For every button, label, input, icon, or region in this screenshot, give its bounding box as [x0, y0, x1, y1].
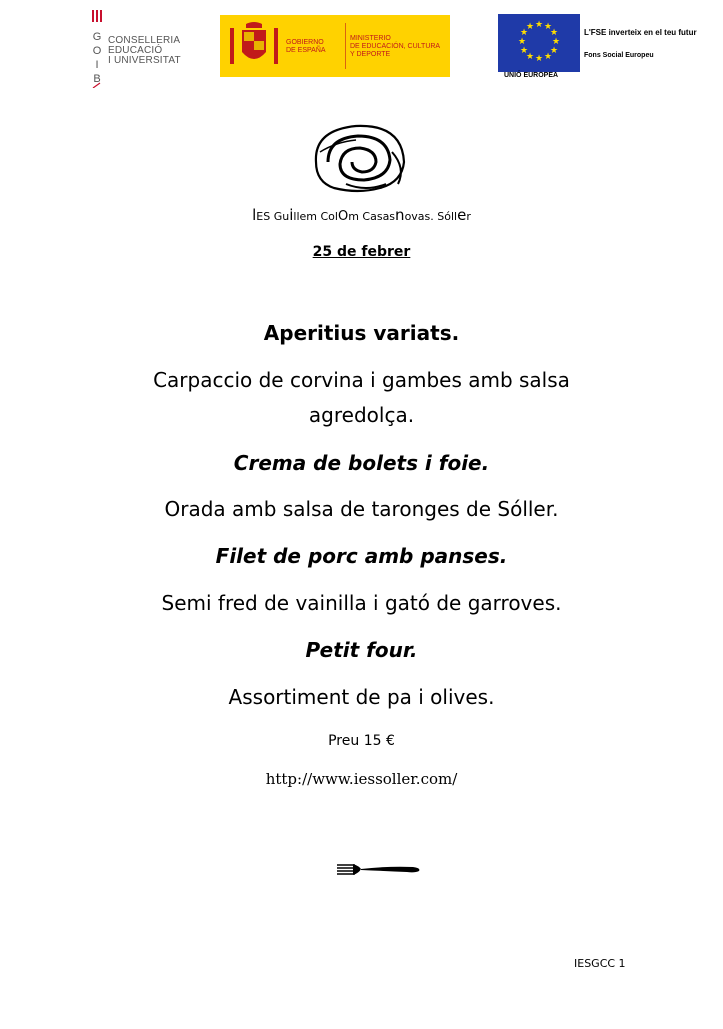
menu-date: 25 de febrer	[312, 244, 411, 260]
school-name-part: l	[252, 206, 257, 224]
fse-name: Fons Social Europeu	[584, 52, 654, 59]
page-footer-code: IESGCC 1	[574, 957, 626, 970]
goib-line: CONSELLERIA	[108, 35, 181, 46]
fork-icon	[337, 860, 421, 880]
svg-text:I: I	[95, 59, 99, 71]
school-name-part: i	[289, 206, 294, 224]
svg-text:★: ★	[525, 22, 535, 32]
svg-text:★: ★	[543, 52, 553, 62]
ministerio-text	[350, 35, 440, 59]
school-name-part: e	[457, 206, 467, 224]
school-website-link[interactable]: http://www.iessoller.com/	[265, 770, 458, 788]
ministerio-line: MINISTERIO	[350, 35, 391, 42]
svg-text:★: ★	[549, 46, 559, 56]
menu-item-crema: Crema de bolets i foie.	[233, 451, 490, 475]
school-name-part: r	[466, 210, 471, 223]
menu-item-aperitius: Aperitius variats.	[263, 321, 460, 345]
svg-text:★: ★	[551, 37, 561, 47]
menu-item-filet: Filet de porc amb panses.	[215, 544, 508, 568]
svg-text:★: ★	[549, 28, 559, 38]
svg-text:★: ★	[543, 22, 553, 32]
svg-text:O: O	[92, 45, 102, 57]
svg-text:★: ★	[525, 52, 535, 62]
svg-text:★: ★	[517, 37, 527, 47]
gobierno-divider	[345, 23, 346, 69]
goib-department-text	[108, 36, 181, 66]
school-name-part: llem Col	[293, 210, 338, 223]
menu-item-petit-four: Petit four.	[305, 638, 418, 662]
gobierno-text	[286, 39, 326, 55]
school-name-part: n	[395, 206, 405, 224]
gobierno-line: GOBIERNO	[286, 39, 324, 46]
menu-item-orada: Orada amb salsa de taronges de Sóller.	[164, 497, 559, 521]
goib-logo-mark	[90, 10, 104, 88]
menu-item-carpaccio-line1: Carpaccio de corvina i gambes amb salsa	[153, 368, 570, 392]
svg-text:G: G	[92, 31, 102, 43]
menu-item-pa-olives: Assortiment de pa i olives.	[228, 685, 495, 709]
gobierno-logo	[220, 15, 450, 77]
school-name-part: ES Gu	[256, 210, 290, 223]
svg-text:★: ★	[534, 20, 544, 30]
coat-of-arms-icon	[228, 20, 280, 72]
fse-slogan: L'FSE inverteix en el teu futur	[584, 28, 697, 37]
ministerio-line: Y DEPORTE	[350, 51, 391, 58]
ministerio-line: DE EDUCACIÓN, CULTURA	[350, 43, 441, 50]
menu-item-carpaccio-line2: agredolça.	[308, 403, 415, 427]
goib-line: I UNIVERSITAT	[108, 55, 181, 66]
eu-flag-icon	[498, 14, 580, 72]
school-shell-logo	[306, 122, 410, 194]
school-name	[0, 206, 723, 224]
gobierno-line: DE ESPAÑA	[286, 47, 326, 54]
school-name-part: ovas. Sóll	[404, 210, 458, 223]
svg-text:★: ★	[534, 54, 544, 64]
menu-item-semifred: Semi fred de vainilla i gató de garroves.	[161, 591, 562, 615]
menu-price: Preu 15 €	[328, 733, 395, 749]
svg-text:★: ★	[519, 28, 529, 38]
eu-caption: UNIÓ EUROPEA	[504, 72, 559, 79]
goib-line: EDUCACIÓ	[108, 45, 163, 56]
svg-text:B: B	[93, 73, 101, 85]
svg-text:★: ★	[519, 46, 529, 56]
school-name-part: O	[337, 209, 349, 224]
school-name-part: m Casas	[348, 210, 396, 223]
